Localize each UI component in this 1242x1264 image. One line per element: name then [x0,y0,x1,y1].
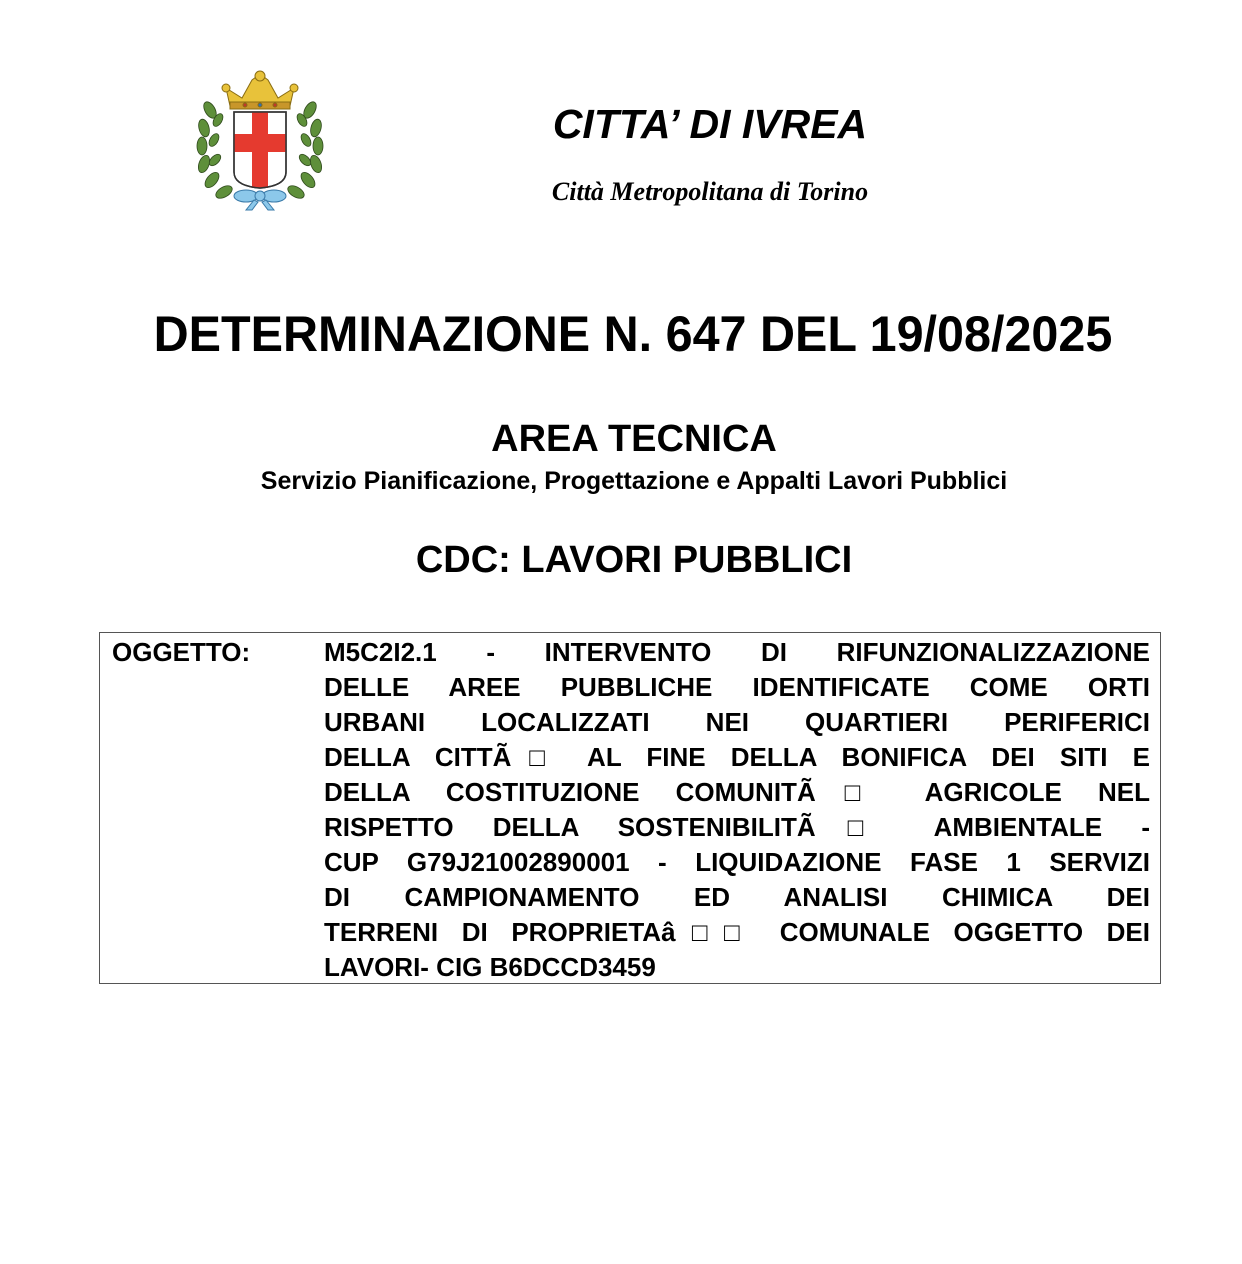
subject-line: DI CAMPIONAMENTO ED ANALISI CHIMICA DEI [324,882,1150,912]
subject-label: OGGETTO: [112,637,251,667]
subject-line: CUP G79J21002890001 - LIQUIDAZIONE FASE 1 SERVIZI [324,847,1150,877]
service-heading: Servizio Pianificazione, Progettazione e Appalti Lavori Pubblici [260,467,1008,495]
area-heading: AREA TECNICA [491,418,777,460]
cdc-heading: CDC: LAVORI PUBBLICI [415,539,853,581]
subject-line: URBANI LOCALIZZATI NEI QUARTIERI PERIFERICI [324,707,1150,737]
city-title: CITTA’ DI IVREA [552,101,868,147]
subject-line: M5C2I2.1 - INTERVENTO DI RIFUNZIONALIZZAZIONE [324,637,1150,667]
subject-line: DELLE AREE PUBBLICHE IDENTIFICATE COME ORTI [324,672,1150,702]
subject-box [99,632,1161,984]
city-subtitle: Città Metropolitana di Torino [551,177,869,206]
coat-of-arms-logo [190,70,330,212]
subject-line: DELLA COSTITUZIONE COMUNITÃ□ AGRICOLE NEL [324,777,1150,807]
document-title: DETERMINAZIONE N. 647 DEL 19/08/2025 [153,306,1113,362]
coat-of-arms-icon [190,70,330,212]
subject-text [324,635,1150,985]
subject-line: DELLA CITTÃ□ AL FINE DELLA BONIFICA DEI SITI E [324,742,1150,772]
subject-line: LAVORI- CIG B6DCCD3459 [324,952,656,982]
subject-line: TERRENI DI PROPRIETAâ□□ COMUNALE OGGETTO DEI [324,917,1150,947]
subject-line: RISPETTO DELLA SOSTENIBILITÃ□ AMBIENTALE - [324,812,1150,842]
